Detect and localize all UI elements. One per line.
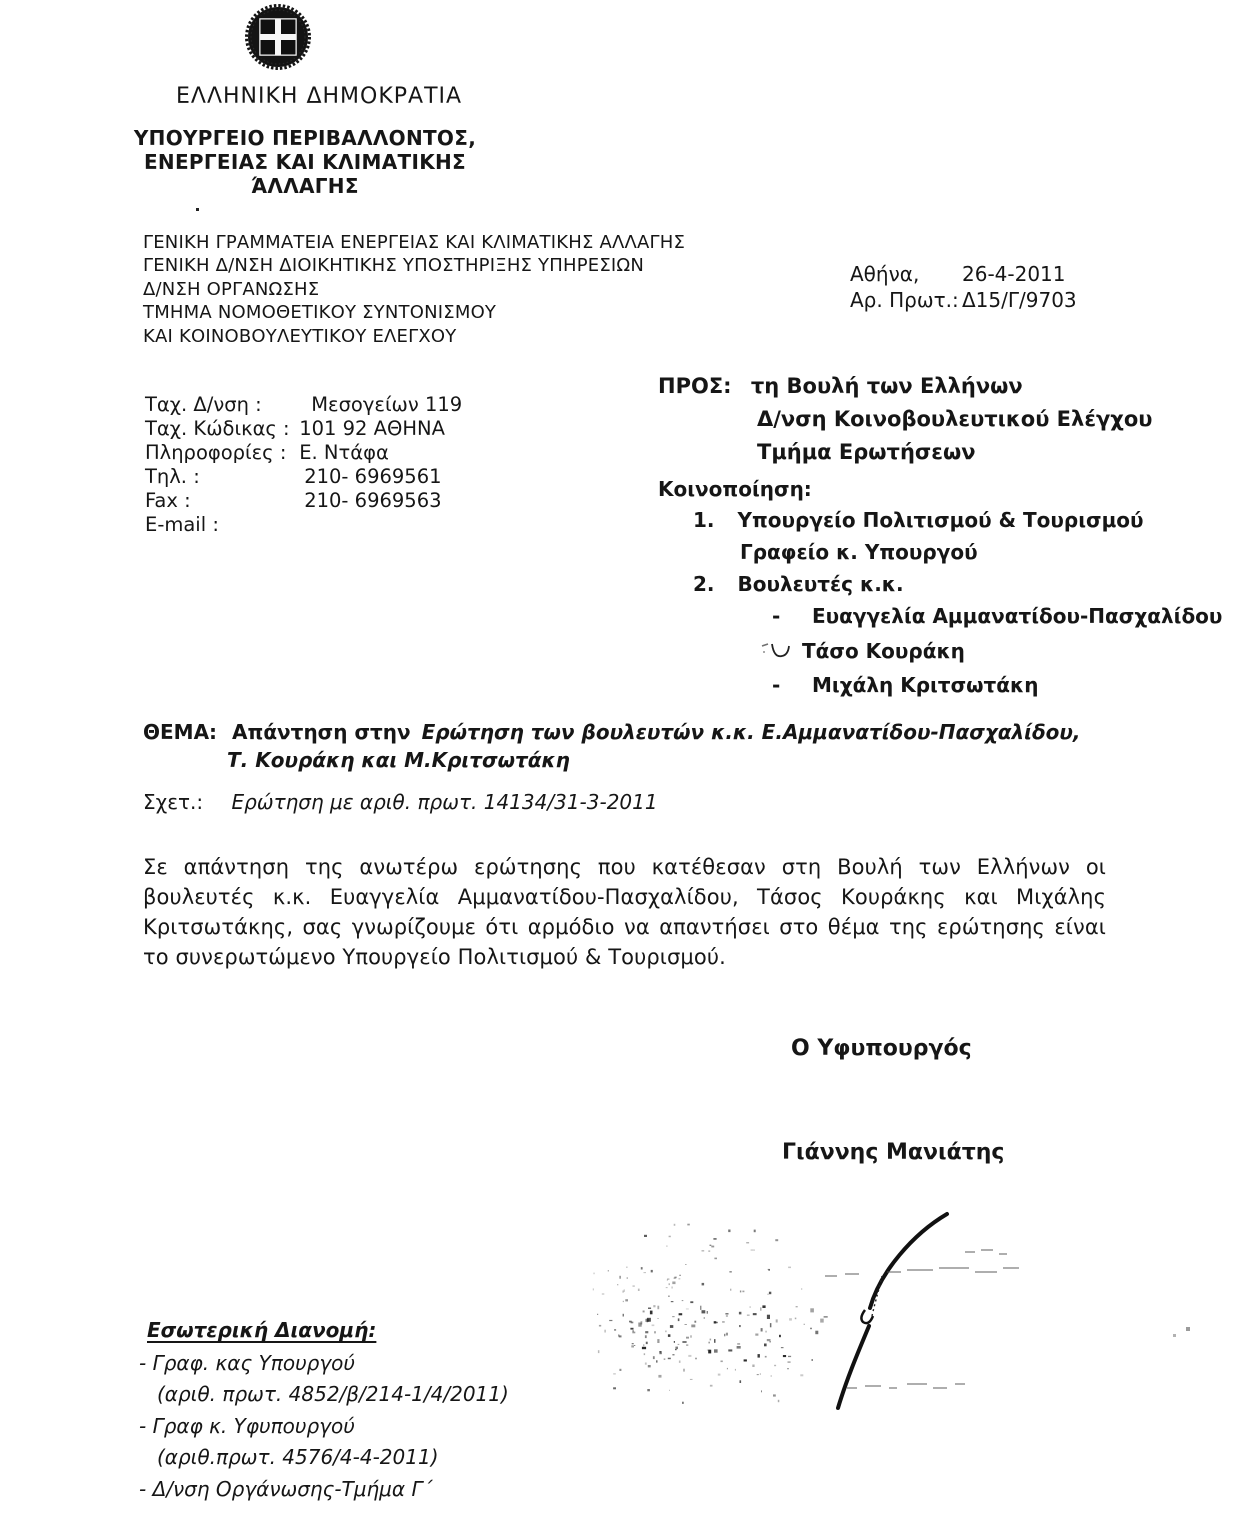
handwritten-tick: [760, 636, 800, 664]
reference-line: [143, 790, 658, 814]
subject-line-2: Τ. Κουράκη και Μ.Κριτσωτάκη: [227, 748, 570, 772]
contact-value: Ε. Ντάφα: [299, 441, 389, 464]
date-value: 26-4-2011: [962, 262, 1066, 286]
contact-value: 101 92 ΑΘΗΝΑ: [299, 417, 445, 440]
cc-item-2: [693, 572, 904, 596]
signature-stroke: [838, 1326, 869, 1408]
to-label: ΠΡΟΣ:: [658, 374, 732, 398]
distribution-line: (αριθ. πρωτ. 4852/β/214-1/4/2011): [157, 1382, 509, 1406]
reference-value: Ερώτηση με αριθ. πρωτ. 14134/31-3-2011: [231, 790, 658, 814]
protocol-value: Δ15/Γ/9703: [962, 288, 1077, 312]
contact-row: [145, 393, 462, 417]
contact-row: [145, 441, 462, 465]
republic-title: ΕΛΛΗΝΙΚΗ ΔΗΜΟΚΡΑΤΙΑ: [176, 84, 463, 109]
contact-label: E-mail :: [145, 513, 219, 536]
contact-value: 210- 6969563: [304, 489, 442, 512]
department-block: [143, 231, 685, 348]
contact-label: Fax :: [145, 489, 191, 512]
protocol-label: Αρ. Πρωτ.:: [850, 288, 959, 312]
body-paragraph: Σε απάντηση της ανωτέρω ερώτησης που κατέθεσαν στη Βουλή των Ελλήνων οι βουλευτές κ.κ. Ευαγγελία Αμμανατίδου-Πασχαλίδου, Τάσος Κουράκης και Μιχάλης Κριτσωτάκης, σας γνωρίζουμε ότι αρμόδιο να απαντήσει στο θέμα της ερώτησης είναι το συνερωτώμενο Υπουργείο Πολιτισμού & Τουρισμού.: [143, 855, 1106, 969]
mp-name: Μιχάλη Κριτσωτάκη: [812, 673, 1039, 697]
distribution-line: (αριθ.πρωτ. 4576/4-4-2011): [157, 1445, 439, 1469]
contact-label: Τηλ. :: [145, 465, 200, 488]
department-line: Δ/ΝΣΗ ΟΡΓΑΝΩΣΗΣ: [143, 278, 320, 300]
mp-name: Ευαγγελία Αμμανατίδου-Πασχαλίδου: [812, 604, 1223, 628]
cc-item-1: [693, 508, 1144, 532]
cc-number: 2.: [693, 572, 715, 596]
date-city: Αθήνα,: [850, 262, 920, 286]
signature-stroke: [870, 1214, 947, 1308]
subject-intro: Απάντηση στην: [232, 720, 411, 744]
recipient-line: Δ/νση Κοινοβουλευτικού Ελέγχου: [757, 407, 1153, 431]
closing-role: Ο Υφυπουργός: [791, 1036, 972, 1061]
distribution-line: - Γραφ. κας Υπουργού: [139, 1351, 355, 1375]
distribution-title: Εσωτερική Διανομή:: [147, 1318, 377, 1342]
cc-text: Βουλευτές κ.κ.: [737, 572, 904, 596]
ministry-line: ΕΝΕΡΓΕΙΑΣ ΚΑΙ ΚΛΙΜΑΤΙΚΗΣ: [143, 150, 467, 174]
recipient-line: Τμήμα Ερωτήσεων: [757, 440, 976, 464]
department-line: ΓΕΝΙΚΗ Δ/ΝΣΗ ΔΙΟΙΚΗΤΙΚΗΣ ΥΠΟΣΤΗΡΙΞΗΣ ΥΠΗΡΕΣΙΩΝ: [143, 255, 645, 277]
contact-value: 210- 6969561: [304, 465, 442, 488]
cc-text: Υπουργείο Πολιτισμού & Τουρισμού: [737, 508, 1144, 532]
scan-speck: [196, 208, 199, 211]
mp-name: Τάσο Κουράκη: [802, 639, 965, 663]
department-line: ΚΑΙ ΚΟΙΝΟΒΟΥΛΕΥΤΙΚΟΥ ΕΛΕΓΧΟΥ: [143, 325, 457, 347]
ministry-title: [130, 126, 480, 198]
mp-dash: -: [772, 673, 781, 697]
date-line: [850, 262, 919, 286]
subject-italic: Ερώτηση των βουλευτών κ.κ. Ε.Αμμανατίδου-Πασχαλίδου,: [421, 720, 1081, 744]
distribution-line: - Δ/νση Οργάνωσης-Τμήμα Γ΄: [139, 1477, 433, 1501]
greek-coat-of-arms-icon: [243, 4, 313, 72]
cc-item-1b: Γραφείο κ. Υπουργού: [740, 540, 978, 564]
closing-name: Γιάννης Μανιάτης: [782, 1140, 1005, 1165]
department-line: ΤΜΗΜΑ ΝΟΜΟΘΕΤΙΚΟΥ ΣΥΝΤΟΝΙΣΜΟΥ: [143, 302, 497, 324]
stamp-noise: [593, 1224, 828, 1404]
contact-label: Πληροφορίες :: [145, 441, 287, 464]
subject-label: ΘΕΜΑ:: [143, 720, 218, 744]
contact-label: Ταχ. Δ/νση :: [145, 393, 262, 416]
recipient-to-line: [658, 374, 1023, 398]
ministry-line: ΆΛΛΑΓΗΣ: [251, 174, 359, 198]
contact-value: Μεσογείων 119: [311, 393, 463, 416]
cc-number: 1.: [693, 508, 715, 532]
cc-label: Κοινοποίηση:: [658, 477, 812, 501]
reference-label: Σχετ.:: [143, 790, 204, 814]
contact-row: [145, 513, 462, 537]
subject-line-1: [143, 720, 1081, 744]
contact-row: [145, 489, 462, 513]
stamp-and-signature: [535, 1210, 1215, 1425]
distribution-line: - Γραφ κ. Υφυπουργού: [139, 1414, 355, 1438]
ministry-line: ΥΠΟΥΡΓΕΙΟ ΠΕΡΙΒΑΛΛΟΝΤΟΣ,: [133, 126, 477, 150]
contact-block: [145, 393, 462, 537]
signature-stroke: [861, 1310, 873, 1323]
contact-row: [145, 417, 462, 441]
contact-label: Ταχ. Κώδικας :: [145, 417, 290, 440]
to-value: τη Βουλή των Ελλήνων: [750, 374, 1023, 398]
mp-dash: -: [772, 604, 781, 628]
department-line: ΓΕΝΙΚΗ ΓΡΑΜΜΑΤΕΙΑ ΕΝΕΡΓΕΙΑΣ ΚΑΙ ΚΛΙΜΑΤΙΚΗΣ ΑΛΛΑΓΗΣ: [143, 232, 686, 253]
contact-row: [145, 465, 462, 489]
